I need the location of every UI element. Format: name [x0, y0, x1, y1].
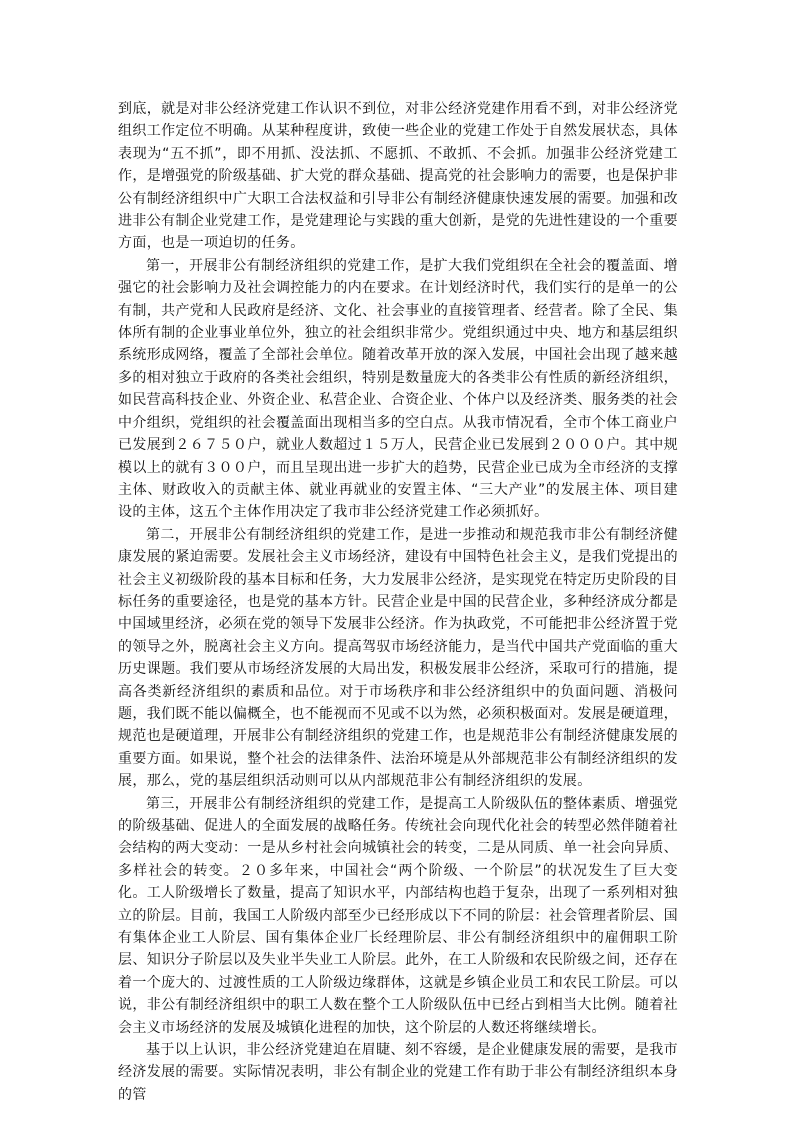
paragraph-third: 第三，开展非公有制经济组织的党建工作，是提高工人阶级队伍的整体素质、增强党的阶级基础、促进人的全面发展的战略任务。传统社会向现代化社会的转型必然伴随着社会结构的两大变动：一是从乡村社会向城镇社会的转变，二是从同质、单一社会向异质、多样社会的转变。２０多年来，中国社会“两个阶级、一个阶层”的状况发生了巨大变化。工人阶级增长了数量，提高了知识水平，内部结构也趋于复杂，出现了一系列相对独立的阶层。目前，我国工人阶级内部至少已经形成以下不同的阶层：社会管理者阶层、国有集体企业工人阶层、国有集体企业厂长经理阶层、非公有制经济组织中的雇佣职工阶层、知识分子阶层以及失业半失业工人阶层。此外，在工人阶级和农民阶级之间，还存在着一个庞大的、过渡性质的工人阶级边缘群体，这就是乡镇企业员工和农民工阶层。可以说，非公有制经济组织中的职工人数在整个工人阶级队伍中已经占到相当大比例。随着社会主义市场经济的发展及城镇化进程的加快，这个阶层的人数还将继续增长。	[118, 795, 678, 1036]
paragraph-second: 第二，开展非公有制经济组织的党建工作，是进一步推动和规范我市非公有制经济健康发展的紧迫需要。发展社会主义市场经济，建设有中国特色社会主义，是我们党提出的社会主义初级阶段的基本目标和任务，大力发展非公经济，是实现党在特定历史阶段的目标任务的重要途径，也是党的基本方针。民营企业是中国的民营企业，多种经济成分都是中国域里经济，必须在党的领导下发展非公经济。作为执政党，不可能把非公经济置于党的领导之外，脱离社会主义方向。提高驾驭市场经济能力，是当代中国共产党面临的重大历史课题。我们要从市场经济发展的大局出发，积极发展非公经济，采取可行的措施，提高各类新经济组织的素质和品位。对于市场秩序和非公经济组织中的负面问题、消极问题，我们既不能以偏概全，也不能视而不见或不以为然，必须积极面对。发展是硬道理，规范也是硬道理，开展非公有制经济组织的党建工作，也是规范非公有制经济健康发展的重要方面。如果说，整个社会的法律条件、法治环境是从外部规范非公有制经济组织的发展，那么，党的基层组织活动则可以从内部规范非公有制经济组织的发展。	[118, 526, 678, 790]
paragraph-intro: 到底，就是对非公经济党建工作认识不到位，对非公经济党建作用看不到，对非公经济党组织工作定位不明确。从某种程度讲，致使一些企业的党建工作处于自然发展状态，具体表现为“五不抓”，即不用抓、没法抓、不愿抓、不敢抓、不会抓。加强非公经济党建工作，是增强党的阶级基础、扩大党的群众基础、提高党的社会影响力的需要，也是保护非公有制经济组织中广大职工合法权益和引导非公有制经济健康快速发展的需要。加强和改进非公有制企业党建工作，是党建理论与实践的重大创新，是党的先进性建设的一个重要方面，也是一项迫切的任务。	[118, 101, 678, 252]
document-page	[118, 98, 678, 1106]
paragraph-first: 第一，开展非公有制经济组织的党建工作，是扩大我们党组织在全社会的覆盖面、增强它的社会影响力及社会调控能力的内在要求。在计划经济时代，我们实行的是单一的公有制，共产党和人民政府是经济、文化、社会事业的直接管理者、经营者。除了全民、集体所有制的企业事业单位外，独立的社会组织非常少。党组织通过中央、地方和基层组织系统形成网络，覆盖了全部社会单位。随着改革开放的深入发展，中国社会出现了越来越多的相对独立于政府的各类社会组织，特别是数量庞大的各类非公有性质的新经济组织，如民营高科技企业、外资企业、私营企业、合资企业、个体户以及经济类、服务类的社会中介组织，党组织的社会覆盖面出现相当多的空白点。从我市情况看，全市个体工商业户已发展到２６７５０户，就业人数超过１５万人，民营企业已发展到２０００户。其中规模以上的就有３００户，而且呈现出进一步扩大的趋势，民营企业已成为全市经济的支撑主体、财政收入的贡献主体、就业再就业的安置主体、“三大产业”的发展主体、项目建设的主体，这五个主体作用决定了我市非公经济党建工作必须抓好。	[118, 257, 678, 521]
paragraph-conclusion: 基于以上认识，非公经济党建迫在眉睫、刻不容缓，是企业健康发展的需要，是我市经济发展的需要。实际情况表明，非公有制企业的党建工作有助于非公有制经济组织本身的管	[118, 1042, 678, 1103]
